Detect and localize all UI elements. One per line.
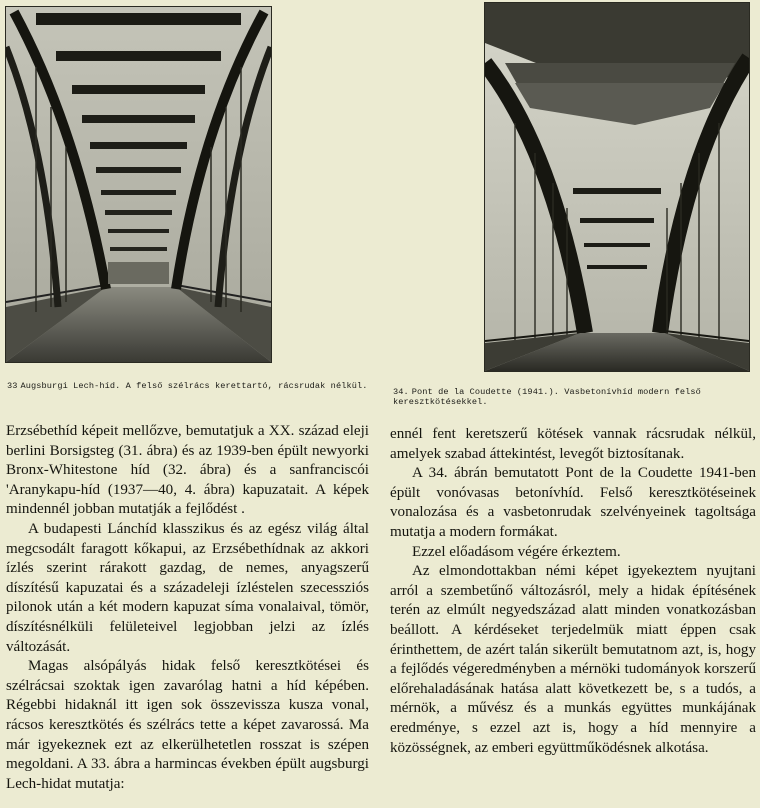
figure-34-caption: [393, 387, 753, 407]
paragraph: A budapesti Lánchíd klasszikus és az egész világ által megcsodált faragott kőkapui, az Erzsébethídnak az akkori ízlés szerint rárakott gazdag, de nemes, anyagszerű díszítésű kapuzatai és a századeleji ízléstelen szecessziós pilonok után a két modern kapuzat síma vonalaival, tömör, díszítésnélküli felületeivel legjobban jelzi az ízlés változását.: [6, 520, 369, 655]
right-text-column: [390, 425, 756, 758]
figure-33-number: 33: [7, 381, 18, 391]
left-text-column: [6, 422, 369, 794]
figure-34-caption-text: Pont de la Coudette (1941.). Vasbetonívhíd modern felső keresztkötésekkel.: [393, 387, 701, 407]
coudette-bridge-photo: [485, 3, 749, 371]
paragraph: Magas alsópályás hidak felső keresztkötései és szélrácsai szoktak igen zavarólag hatni a híd képében. Régebbi hidaknál itt igen sok összevissza kusza vonal, rácsos keresztkötés és szélrács tette a képet zavarossá. Ma már igyekeznek ezt az elkerülhetetlen rosszat is szépen megoldani. A 33. ábra a harmincas években épült augsburgi Lech-hidat mutatja:: [6, 658, 369, 792]
paragraph: Erzsébethíd képeit mellőzve, bemutatjuk a XX. század eleji berlini Borsigsteg (31. ábra) és az 1939-ben épült newyorki Bronx-Whitestone híd (32. ábra) és a sanfranciscói 'Aranykapu-híd (1937—40, 4. ábra) kapuzatait. A képek mindennél jobban mutatják a fejlődést .: [6, 423, 369, 518]
paragraph: Ezzel előadásom végére érkeztem.: [412, 543, 621, 560]
paragraph: ennél fent keretszerű kötések vannak rácsrudak nélkül, amelyek szabad áttekintést, levegőt biztosítanak.: [390, 426, 756, 462]
figure-33-caption: [7, 381, 377, 391]
paragraph: A 34. ábrán bemutatott Pont de la Coudette 1941-ben épült vonóvasas betonívhíd. Felső keresztkötéseinek vonalozása és a vasbetonrudak szelvényeinek tagoltsága mutatja a modern formákat.: [390, 465, 756, 540]
paragraph: Az elmondottakban némi képet igyekeztem nyujtani arról a szembetűnő változásról, mely a hidak építésének terén az elmúlt negyedszázad alatt minden vonatkozásban beállott. A kérdéseket terjedelmük miatt éppen csak érinthettem, de azért talán sikerült bemutatnom azt, is, hogy a fejlődés végeredményben a mérnöki tudományok korszerű előrehaladásának hatása alatt következett be, s a tudós, a mérnök, a művész és a munkás együttes munkájának eredménye, s ezzel azt is, hogy a híd mennyire a közösségnek, az emberi együttműködésnek alkotása.: [390, 563, 756, 756]
lech-bridge-photo: [6, 7, 271, 362]
figure-33-caption-text: Augsburgi Lech-híd. A felső szélrács kerettartó, rácsrudak nélkül.: [20, 381, 368, 391]
figure-33-photo: [5, 6, 272, 363]
figure-34-number: 34.: [393, 387, 409, 397]
figure-34-photo: [484, 2, 750, 372]
